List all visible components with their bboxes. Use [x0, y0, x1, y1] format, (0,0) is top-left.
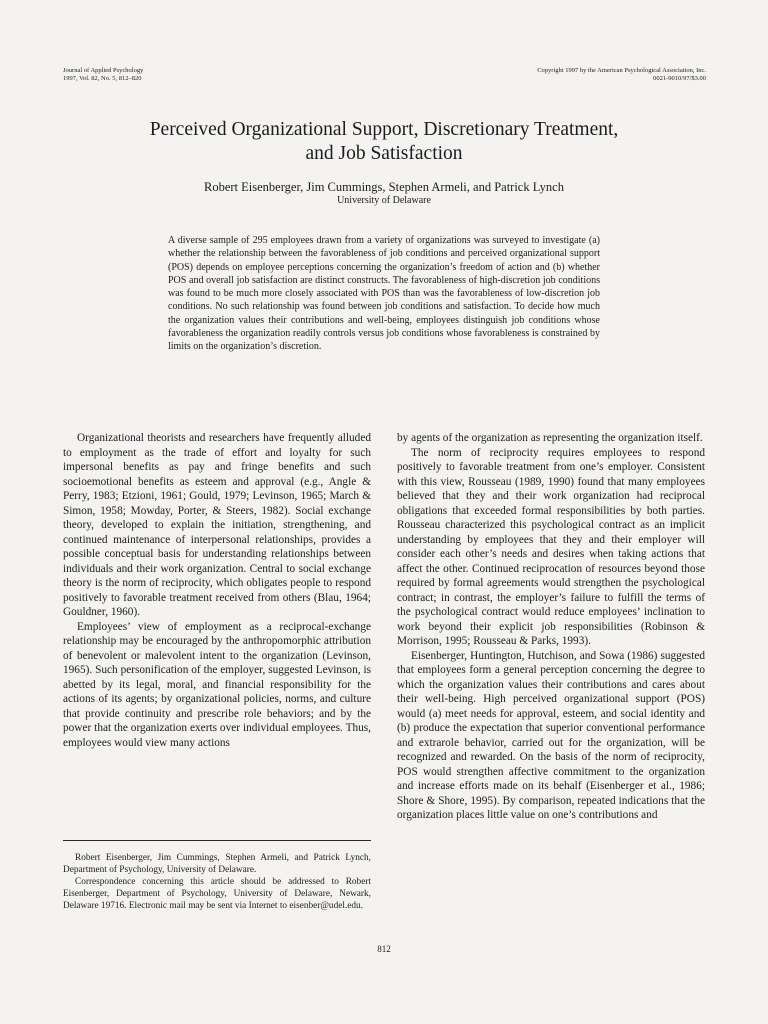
title-line-1: Perceived Organizational Support, Discretionary Treatment, [149, 119, 619, 140]
page-number: 812 [377, 944, 391, 954]
body-paragraph: Organizational theorists and researchers have frequently alluded to employment as the trade of effort and loyalty for such impersonal benefits as pay and fringe benefits and such socioemotional benefits as esteem and approval (e.g., Angle & Perry, 1983; Etzioni, 1961; Gould, 1979; Levinson, 1965; March & Simon, 1958; Mowday, Porter, & Steers, 1982). Social exchange theory, developed to explain the initiation, strengthening, and continued maintenance of interpersonal relationships, provides a possible conceptual basis for understanding relationships between individuals and their work organization. Central to social exchange theory is the norm of reciprocity, which obligates people to respond positively to favorable treatment received from others (Blau, 1964; Gouldner, 1960). [63, 432, 371, 618]
journal-name: Journal of Applied Psychology [63, 67, 144, 74]
left-column [63, 431, 371, 750]
abstract: A diverse sample of 295 employees drawn from a variety of organizations was surveyed to investigate (a) whether the relationship between the favorableness of job conditions and perceived organizational support (POS) depends on employee perceptions concerning the organization’s freedom of action and (b) whether POS and overall job satisfaction are distinct constructs. The favorableness of high-discretion job conditions was found to be much more closely associated with POS than was the favorableness of low-discretion job conditions. No such relationship was found between job conditions and satisfaction. To decide how much the organization values their contributions and well-being, employees distinguish job conditions whose favorableness the organization readily controls versus job conditions whose favorableness is constrained by limits on the organization’s discretion. [168, 235, 600, 353]
footnote-affiliation: Robert Eisenberger, Jim Cummings, Stephen Armeli, and Patrick Lynch, Department of Psychology, University of Delaware. [63, 853, 371, 875]
article-title [0, 118, 768, 166]
footnote-divider [63, 840, 371, 841]
author-footnote [63, 852, 371, 912]
body-paragraph: Eisenberger, Huntington, Hutchison, and Sowa (1986) suggested that employees form a general perception concerning the degree to which the organization values their contributions and cares about their well-being. High perceived organizational support (POS) would (a) meet needs for approval, esteem, and social identity and (b) produce the expectation that superior conventional performance and extrarole behavior, carried out for the organization, will be recognized and rewarded. On the basis of the norm of reciprocity, POS would strengthen affective commitment to the organization and increase efforts made on its behalf (Eisenberger et al., 1986; Shore & Shore, 1995). By comparison, repeated indications that the organization places little value on one’s contributions and [397, 649, 705, 821]
affiliation: University of Delaware [337, 195, 431, 206]
journal-header [63, 67, 143, 83]
body-paragraph: The norm of reciprocity requires employees to respond positively to favorable treatment from one’s employer. Consistent with this view, Rousseau (1989, 1990) found that many employees believed that they and their work organization had reciprocal obligations that exceeded formal responsibilities by both parties. Rousseau characterized this psychological contract as an implicit understanding by employees that they and their employer will consider each other’s needs and desires when taking actions that affect the other. Continued reciprocation of resources beyond those required by formal agreements would strengthen the psychological contract; in contrast, the employer’s failure to fulfill the terms of the psychological contract would reduce employees’ inclination to work beyond their explicit job responsibilities (Robinson & Morrison, 1995; Rousseau & Parks, 1993). [397, 446, 705, 647]
body-paragraph: Employees’ view of employment as a reciprocal-exchange relationship may be encouraged by the anthropomorphic attribution of benevolent or malevolent intent to the organization (Levinson, 1965). Such personification of the employer, suggested Levinson, is abetted by its legal, moral, and financial responsibility for the actions of its agents; by organizational policies, norms, and culture that provide continuity and prescribe role behaviors; and by the power that the organization exerts over individual employees. Thus, employees would view many actions [63, 620, 371, 749]
title-line-2: and Job Satisfaction [305, 143, 463, 164]
journal-volume: 1997, Vol. 82, No. 5, 812–820 [63, 75, 142, 82]
right-column [397, 431, 705, 823]
article-code: 0021-9010/97/$3.00 [653, 75, 706, 82]
author-names: Robert Eisenberger, Jim Cummings, Stephen Armeli, and Patrick Lynch [204, 180, 564, 194]
copyright-notice: Copyright 1997 by the American Psychological Association, Inc. [537, 67, 706, 74]
copyright-header [537, 67, 706, 83]
author-block [0, 180, 768, 207]
footnote-correspondence: Correspondence concerning this article should be addressed to Robert Eisenberger, Department of Psychology, University of Delaware, Newark, Delaware 19716. Electronic mail may be sent via Internet to eisenber@udel.edu. [63, 877, 371, 911]
body-paragraph: by agents of the organization as representing the organization itself. [397, 432, 703, 444]
